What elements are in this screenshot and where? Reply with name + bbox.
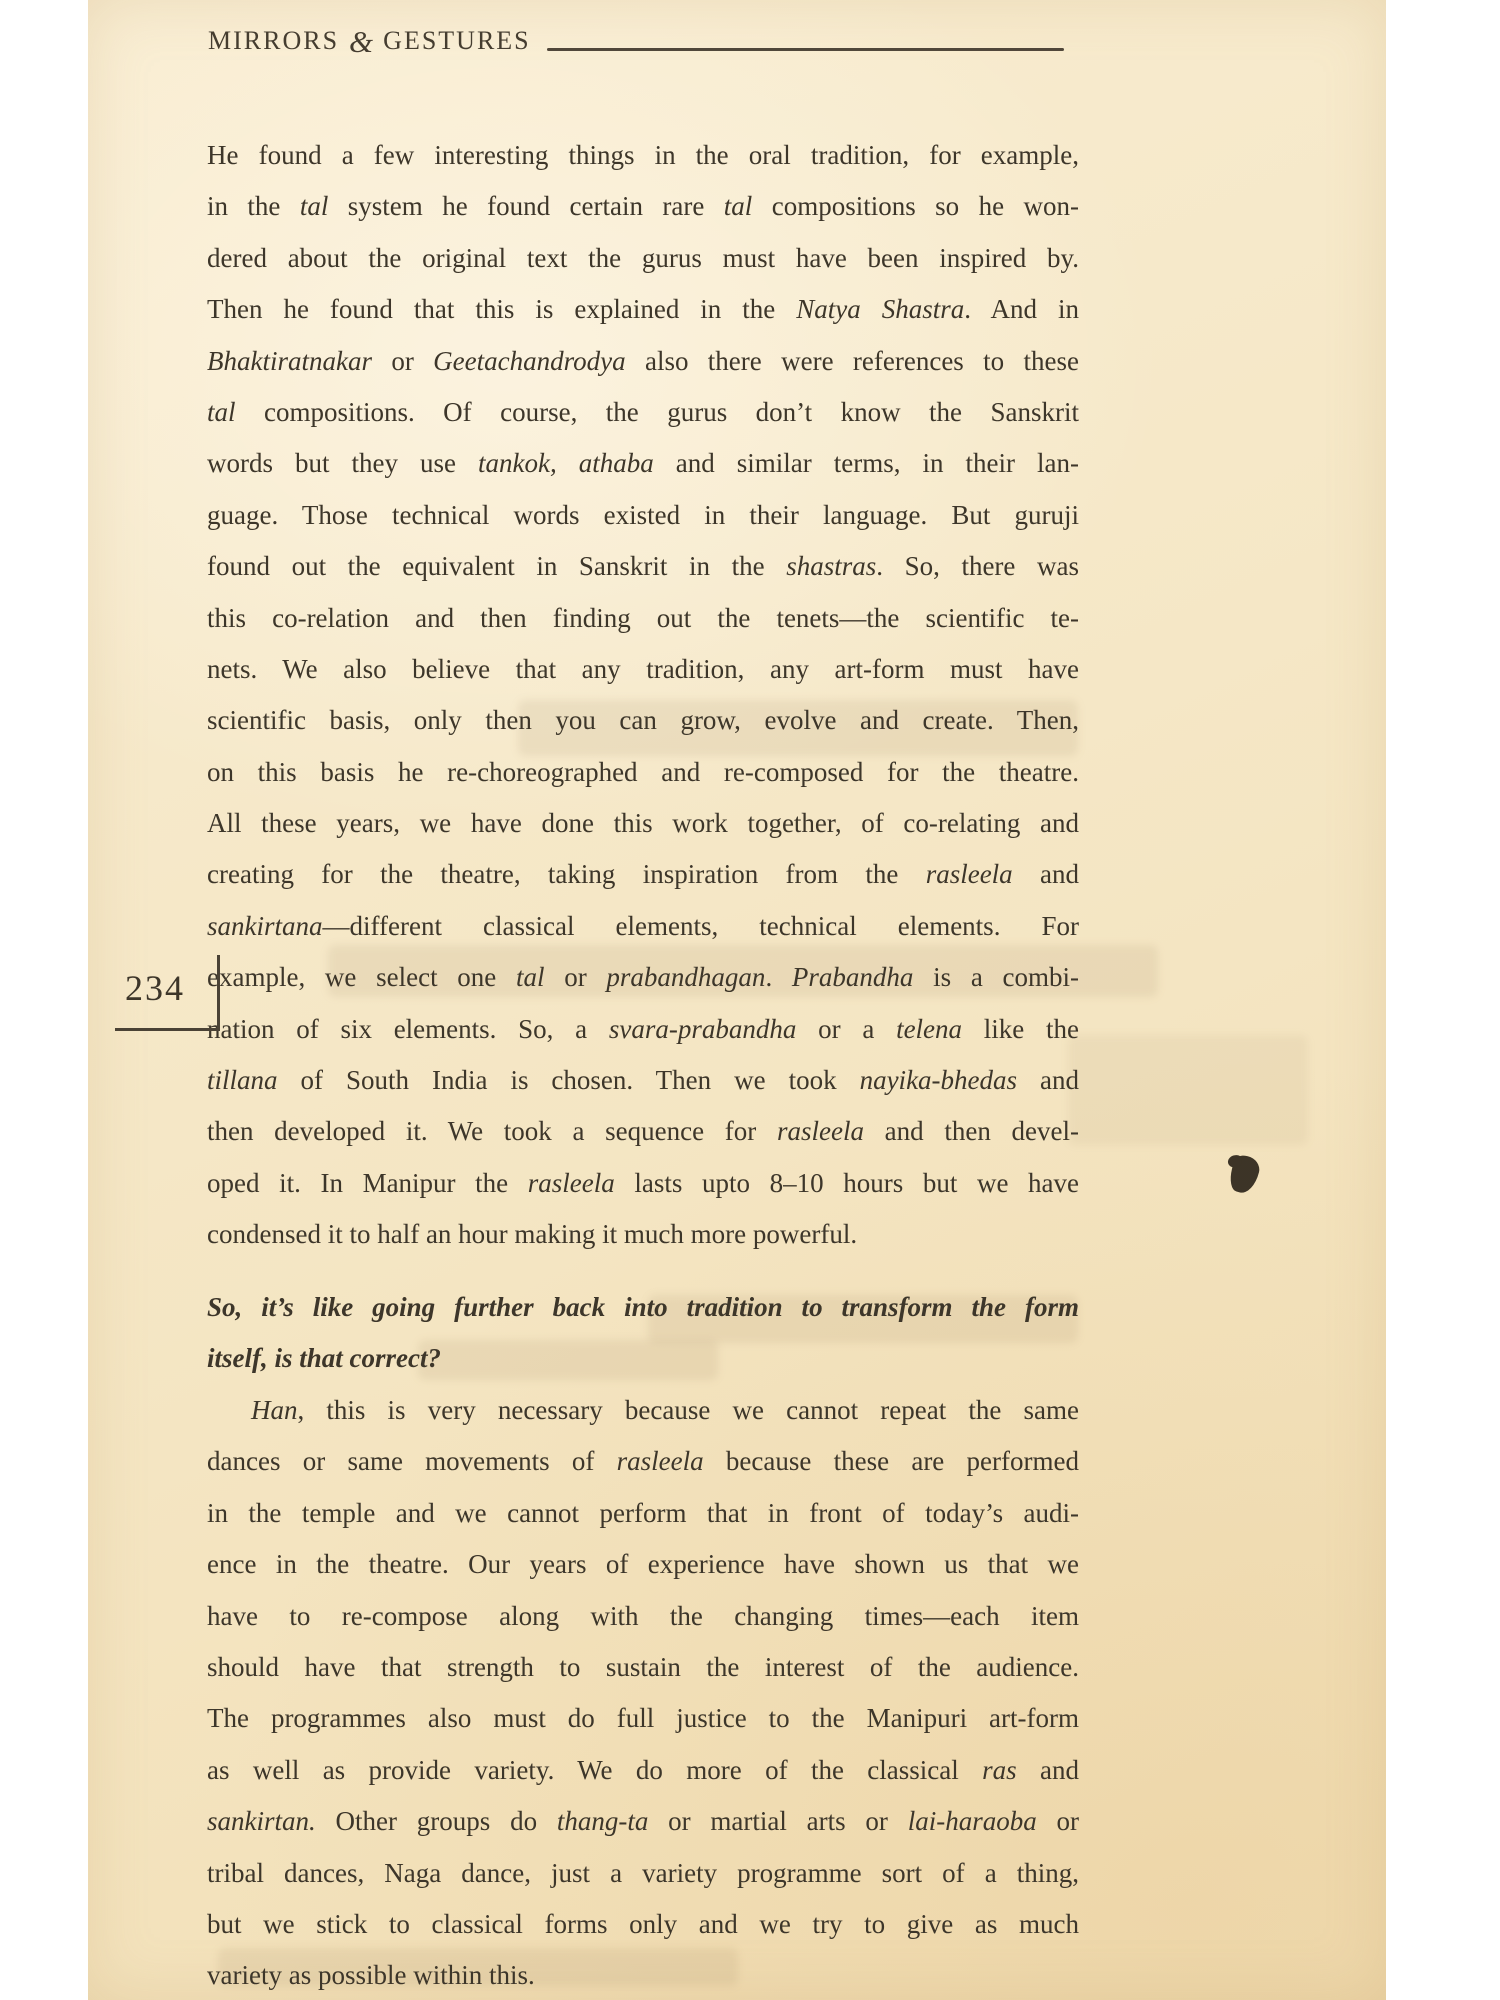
text-line — [207, 695, 1079, 746]
text-line — [207, 181, 1079, 232]
text-line — [207, 1436, 1079, 1487]
text-segment: should have that strength to sustain the interest of the audience. — [207, 1651, 1079, 1682]
italic-text-segment: ras — [982, 1754, 1017, 1785]
paragraph-interviewer-question — [207, 1282, 1079, 1385]
text-segment: oped it. In Manipur the — [207, 1167, 528, 1198]
italic-text-segment: Bhaktiratnakar — [207, 345, 372, 376]
text-segment: or — [371, 345, 434, 376]
text-segment: variety as possible within this. — [207, 1960, 535, 1991]
ink-blot-mark — [1227, 1153, 1262, 1195]
text-line — [207, 1209, 1079, 1260]
text-segment: found out the equivalent in Sanskrit in the — [207, 551, 787, 582]
text-segment: . So, there was — [876, 551, 1079, 582]
text-line — [207, 1282, 1079, 1333]
text-segment: He found a few interesting things in the oral tradition, for example, — [207, 140, 1079, 170]
italic-text-segment: tal — [207, 396, 236, 427]
text-segment: . — [765, 962, 792, 993]
text-segment: lasts upto 8–10 hours but we have — [614, 1167, 1080, 1198]
text-line — [207, 1333, 1079, 1384]
text-line — [207, 1642, 1079, 1693]
italic-text-segment: itself, is that correct? — [207, 1343, 441, 1374]
text-line — [207, 233, 1079, 284]
bleed-through-smudge — [1068, 1035, 1308, 1145]
text-segment: example, we select one — [207, 962, 516, 993]
text-line — [207, 1539, 1079, 1590]
italic-text-segment: tillana — [207, 1065, 278, 1096]
text-line — [207, 1158, 1079, 1209]
italic-text-segment: sankirtana — [207, 910, 323, 941]
text-segment: also there were references to these — [625, 345, 1079, 376]
header-ampersand: & — [349, 24, 374, 59]
italic-text-segment: tankok, athaba — [478, 448, 654, 479]
text-line — [207, 336, 1079, 387]
text-segment: as well as provide variety. We do more of the classical — [207, 1754, 983, 1785]
text-segment: is a combi- — [913, 962, 1080, 993]
text-line — [207, 1004, 1079, 1055]
italic-text-segment: nayika-bhedas — [859, 1065, 1018, 1096]
text-line — [207, 1385, 1079, 1436]
italic-text-segment: thang-ta — [556, 1806, 649, 1837]
text-segment: The programmes also must do full justice to the Manipuri art-form — [207, 1703, 1079, 1734]
text-line — [207, 952, 1079, 1003]
text-line — [207, 438, 1079, 489]
text-segment: condensed it to half an hour making it much more powerful. — [207, 1219, 858, 1250]
text-segment: and — [1017, 1065, 1079, 1096]
text-segment: nation of six elements. So, a — [207, 1013, 609, 1044]
header-title-word-1: MIRRORS — [208, 26, 340, 55]
text-segment: All these years, we have done this work together, of co-relating and — [207, 808, 1079, 839]
text-line — [207, 1591, 1079, 1642]
text-line — [207, 1488, 1079, 1539]
text-segment: nets. We also believe that any tradition, any art-form must have — [207, 653, 1079, 684]
text-segment: Other groups do — [315, 1806, 557, 1837]
text-segment: , this is very necessary because we cannot repeat the same — [297, 1395, 1079, 1425]
italic-text-segment: rasleela — [776, 1116, 864, 1147]
italic-text-segment: tal — [723, 191, 753, 222]
italic-text-segment: telena — [896, 1013, 963, 1044]
italic-text-segment: Natya Shastra — [796, 294, 965, 325]
text-segment: this co-relation and then finding out the tenets—the scientific te- — [207, 602, 1079, 633]
text-segment: or martial arts or — [648, 1806, 908, 1837]
text-line — [207, 901, 1079, 952]
italic-text-segment: shastras — [786, 551, 877, 582]
header-title-word-2: GESTURES — [383, 26, 531, 55]
text-segment: compositions. Of course, the gurus don’t know the Sanskrit — [235, 396, 1079, 427]
text-segment: creating for the theatre, taking inspiration from the — [207, 859, 926, 890]
text-segment: then developed it. We took a sequence for — [207, 1116, 777, 1147]
text-segment: in the — [207, 191, 300, 222]
italic-text-segment: rasleela — [527, 1167, 615, 1198]
text-segment: or — [544, 962, 607, 993]
text-line — [207, 541, 1079, 592]
text-segment: on this basis he re-choreographed and re-composed for the theatre. — [207, 756, 1079, 787]
text-line — [207, 1899, 1079, 1950]
text-segment: have to re-compose along with the changing times—each item — [207, 1600, 1079, 1631]
text-segment: Then he found that this is explained in the — [207, 294, 797, 325]
text-segment: scientific basis, only then you can grow, evolve and create. Then, — [207, 705, 1079, 736]
italic-text-segment: lai-haraoba — [907, 1806, 1037, 1837]
text-segment: dered about the original text the gurus must have been inspired by. — [207, 242, 1079, 273]
italic-text-segment: svara-prabandha — [608, 1013, 797, 1044]
text-segment: but we stick to classical forms only and we try to give as much — [207, 1908, 1079, 1939]
text-segment: and — [1016, 1754, 1079, 1785]
text-line — [207, 284, 1079, 335]
text-segment: or — [1036, 1806, 1079, 1837]
header-rule — [547, 48, 1064, 51]
text-line — [207, 1745, 1079, 1796]
text-segment: like the — [962, 1013, 1079, 1044]
page-number: 234 — [125, 968, 185, 1008]
text-segment: dances or same movements of — [207, 1446, 617, 1477]
text-line — [207, 130, 1079, 181]
text-segment: —different classical elements, technical elements. For — [322, 910, 1079, 941]
text-segment: and — [1012, 859, 1079, 890]
text-line — [207, 798, 1079, 849]
text-segment: system he found certain rare — [328, 191, 724, 222]
italic-text-segment: tal — [299, 191, 329, 222]
text-segment: guage. Those technical words existed in their language. But guruji — [207, 499, 1079, 530]
italic-text-segment: rasleela — [616, 1446, 704, 1477]
text-segment: or a — [796, 1013, 897, 1044]
text-line — [207, 490, 1079, 541]
text-line — [207, 1848, 1079, 1899]
text-line — [207, 1950, 1079, 2000]
text-line — [207, 1106, 1079, 1157]
paragraph-answer — [207, 1385, 1079, 2000]
text-line — [207, 1693, 1079, 1744]
paragraph-oral-tradition — [207, 130, 1079, 1261]
italic-text-segment: rasleela — [925, 859, 1013, 890]
text-segment: in the temple and we cannot perform that in front of today’s audi- — [207, 1497, 1079, 1528]
italic-text-segment: Geetachandrodya — [433, 345, 626, 376]
running-header — [208, 24, 1064, 58]
page-number-bracket — [115, 955, 220, 1031]
text-line — [207, 849, 1079, 900]
text-segment: because these are performed — [703, 1446, 1079, 1477]
text-segment: and then devel- — [863, 1116, 1079, 1147]
text-line — [207, 747, 1079, 798]
text-segment: words but they use — [207, 448, 479, 479]
italic-text-segment: sankirtan. — [207, 1806, 316, 1837]
text-segment: of South India is chosen. Then we took — [277, 1065, 860, 1096]
text-line — [207, 644, 1079, 695]
text-segment: and similar terms, in their lan- — [653, 448, 1079, 479]
text-line — [207, 1796, 1079, 1847]
text-line — [207, 1055, 1079, 1106]
italic-text-segment: prabandhagan — [606, 962, 766, 993]
text-segment: tribal dances, Naga dance, just a variety programme sort of a thing, — [207, 1857, 1079, 1888]
text-line — [207, 593, 1079, 644]
text-line — [207, 387, 1079, 438]
paper-page — [88, 0, 1386, 2000]
italic-text-segment: So, it’s like going further back into tradition to transform the form — [207, 1292, 1079, 1322]
italic-text-segment: Han — [251, 1395, 298, 1425]
text-segment: . And in — [964, 294, 1079, 325]
text-segment: ence in the theatre. Our years of experience have shown us that we — [207, 1549, 1079, 1580]
text-segment: compositions so he won- — [752, 191, 1079, 222]
italic-text-segment: tal — [515, 962, 545, 993]
italic-text-segment: Prabandha — [791, 962, 914, 993]
